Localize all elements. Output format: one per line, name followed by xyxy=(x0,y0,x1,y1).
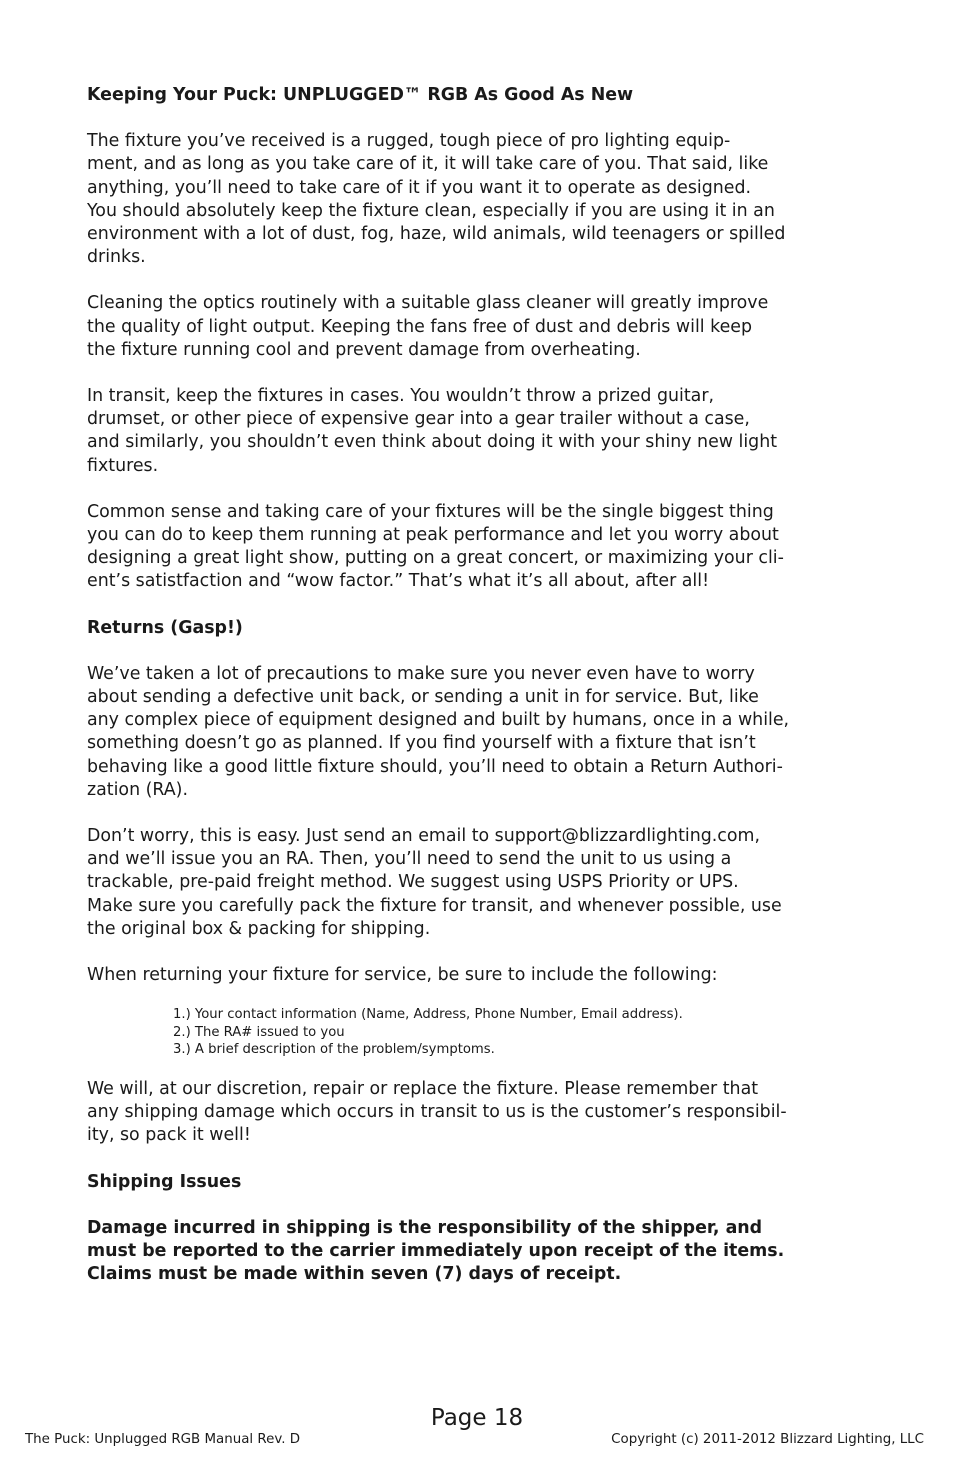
care-heading: Keeping Your Puck: UNPLUGGED™ RGB As Good As New xyxy=(87,85,634,105)
returns-paragraph-3 xyxy=(87,964,877,987)
text-line: about sending a defective unit back, or sending a unit in for service. But, like xyxy=(87,687,759,708)
footer-copyright: Copyright (c) 2011-2012 Blizzard Lighting, LLC xyxy=(611,1432,924,1447)
text-line: designing a great light show, putting on a great concert, or maximizing your cli- xyxy=(87,548,784,569)
text-line: drumset, or other piece of expensive gear into a gear trailer without a case, xyxy=(87,409,750,430)
text-line: behaving like a good little fixture should, you’ll need to obtain a Return Authori- xyxy=(87,756,783,777)
text-line: When returning your fixture for service, be sure to include the following: xyxy=(87,965,718,986)
shipping-heading: Shipping Issues xyxy=(87,1171,242,1192)
manual-page-body xyxy=(87,84,877,1287)
list-item: 1.) Your contact information (Name, Address, Phone Number, Email address). xyxy=(173,1007,683,1023)
text-line: Cleaning the optics routinely with a suitable glass cleaner will greatly improve xyxy=(87,293,769,314)
returns-paragraph-1 xyxy=(87,663,877,802)
return-requirements-list xyxy=(173,1006,877,1059)
text-line: Damage incurred in shipping is the responsibility of the shipper, and xyxy=(87,1217,763,1238)
text-line: anything, you’ll need to take care of it if you want it to operate as designed. xyxy=(87,177,752,198)
text-line: ent’s satistfaction and “wow factor.” That’s what it’s all about, after all! xyxy=(87,571,710,592)
text-line: you can do to keep them running at peak performance and let you worry about xyxy=(87,525,779,546)
text-line: We will, at our discretion, repair or replace the fixture. Please remember that xyxy=(87,1079,759,1100)
care-paragraph-1 xyxy=(87,130,877,269)
text-line: must be reported to the carrier immediately upon receipt of the items. xyxy=(87,1241,785,1262)
text-line: trackable, pre-paid freight method. We suggest using USPS Priority or UPS. xyxy=(87,872,739,893)
list-item: 3.) A brief description of the problem/symptoms. xyxy=(173,1042,495,1058)
text-line: zation (RA). xyxy=(87,779,188,800)
page-number: Page 18 xyxy=(430,1405,524,1431)
list-item: 2.) The RA# issued to you xyxy=(173,1024,345,1040)
text-line: Make sure you carefully pack the fixture for transit, and whenever possible, use xyxy=(87,895,782,916)
text-line: drinks. xyxy=(87,247,146,268)
care-paragraph-4 xyxy=(87,501,877,594)
footer-manual-title: The Puck: Unplugged RGB Manual Rev. D xyxy=(25,1432,301,1447)
returns-heading: Returns (Gasp!) xyxy=(87,617,243,638)
returns-paragraph-4 xyxy=(87,1078,877,1148)
text-line: The fixture you’ve received is a rugged, tough piece of pro lighting equip- xyxy=(87,131,731,152)
text-line: something doesn’t go as planned. If you find yourself with a fixture that isn’t xyxy=(87,733,756,754)
text-line: and we’ll issue you an RA. Then, you’ll need to send the unit to us using a xyxy=(87,849,732,870)
shipping-paragraph xyxy=(87,1217,877,1287)
text-line: Common sense and taking care of your fixtures will be the single biggest thing xyxy=(87,501,774,522)
text-line: In transit, keep the fixtures in cases. You wouldn’t throw a prized guitar, xyxy=(87,386,714,407)
care-paragraph-3 xyxy=(87,385,877,478)
text-line: Don’t worry, this is easy. Just send an email to support@blizzardlighting.com, xyxy=(87,826,760,847)
text-line: any shipping damage which occurs in transit to us is the customer’s responsibil- xyxy=(87,1102,787,1123)
text-line: the original box & packing for shipping. xyxy=(87,918,431,939)
text-line: environment with a lot of dust, fog, haze, wild animals, wild teenagers or spilled xyxy=(87,224,786,245)
text-line: ment, and as long as you take care of it, it will take care of you. That said, like xyxy=(87,154,769,175)
text-line: You should absolutely keep the fixture clean, especially if you are using it in an xyxy=(87,200,775,221)
text-line: any complex piece of equipment designed and built by humans, once in a while, xyxy=(87,710,790,731)
care-paragraph-2 xyxy=(87,292,877,362)
text-line: Claims must be made within seven (7) days of receipt. xyxy=(87,1264,622,1285)
returns-paragraph-2 xyxy=(87,825,877,941)
text-line: and similarly, you shouldn’t even think about doing it with your shiny new light xyxy=(87,432,778,453)
text-line: fixtures. xyxy=(87,455,159,476)
text-line: the fixture running cool and prevent damage from overheating. xyxy=(87,339,641,360)
text-line: ity, so pack it well! xyxy=(87,1125,251,1146)
text-line: We’ve taken a lot of precautions to make sure you never even have to worry xyxy=(87,663,755,684)
text-line: the quality of light output. Keeping the fans free of dust and debris will keep xyxy=(87,316,753,337)
